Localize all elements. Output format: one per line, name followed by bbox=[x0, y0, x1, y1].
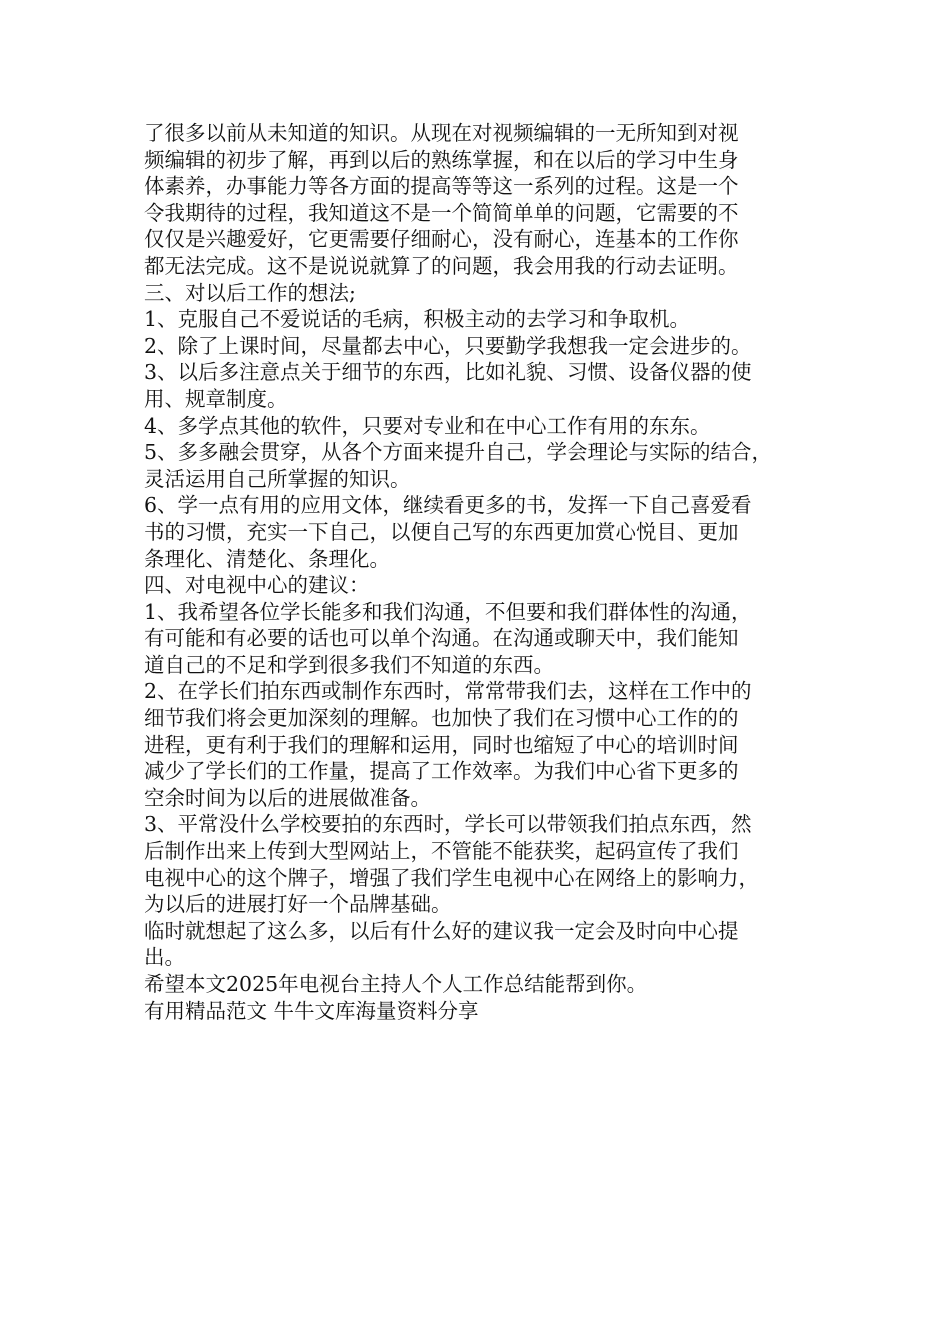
text-line: 体素养，办事能力等各方面的提高等等这一系列的过程。这是一个 bbox=[144, 174, 739, 199]
list-item: 1、我希望各位学长能多和我们沟通，不但要和我们群体性的沟通， bbox=[144, 599, 752, 624]
list-item: 4、多学点其他的软件，只要对专业和在中心工作有用的东东。 bbox=[144, 413, 711, 438]
text-line: 电视中心的这个牌子，增强了我们学生电视中心在网络上的影响力， bbox=[144, 865, 759, 890]
text-line: 灵活运用自己所掌握的知识。 bbox=[144, 466, 411, 491]
text-line: 临时就想起了这么多，以后有什么好的建议我一定会及时向中心提 bbox=[144, 918, 739, 943]
list-item: 2、在学长们拍东西或制作东西时，常常带我们去，这样在工作中的 bbox=[144, 679, 752, 704]
text-line: 出。 bbox=[144, 945, 185, 970]
text-line: 后制作出来上传到大型网站上，不管能不能获奖，起码宣传了我们 bbox=[144, 839, 739, 864]
text-line: 令我期待的过程，我知道这不是一个简简单单的问题，它需要的不 bbox=[144, 200, 739, 225]
text-line: 道自己的不足和学到很多我们不知道的东西。 bbox=[144, 652, 554, 677]
list-item: 6、学一点有用的应用文体，继续看更多的书，发挥一下自己喜爱看 bbox=[144, 493, 752, 518]
footer-note: 有用精品范文 牛牛文库海量资料分享 bbox=[144, 998, 479, 1023]
list-item: 3、以后多注意点关于细节的东西，比如礼貌、习惯、设备仪器的使 bbox=[144, 360, 752, 385]
list-item: 1、克服自己不爱说话的毛病，积极主动的去学习和争取机。 bbox=[144, 307, 691, 332]
text-line: 了很多以前从未知道的知识。从现在对视频编辑的一无所知到对视 bbox=[144, 121, 739, 145]
text-line: 仅仅是兴趣爱好，它更需要仔细耐心，没有耐心，连基本的工作你 bbox=[144, 227, 739, 252]
closing-line: 希望本文2025年电视台主持人个人工作总结能帮到你。 bbox=[144, 972, 648, 996]
section-heading: 四、对电视中心的建议： bbox=[144, 573, 370, 598]
section-heading: 三、对以后工作的想法; bbox=[144, 280, 356, 305]
document-body bbox=[144, 120, 824, 1024]
text-line: 为以后的进展打好一个品牌基础。 bbox=[144, 892, 452, 917]
list-item: 5、多多融会贯穿，从各个方面来提升自己，学会理论与实际的结合， bbox=[144, 440, 773, 465]
list-item: 2、除了上课时间，尽量都去中心，只要勤学我想我一定会进步的。 bbox=[144, 333, 752, 358]
text-line: 书的习惯，充实一下自己，以便自己写的东西更加赏心悦目、更加 bbox=[144, 519, 739, 544]
text-line: 空余时间为以后的进展做准备。 bbox=[144, 785, 431, 810]
list-item: 3、平常没什么学校要拍的东西时，学长可以带领我们拍点东西，然 bbox=[144, 812, 752, 837]
text-line: 细节我们将会更加深刻的理解。也加快了我们在习惯中心工作的的 bbox=[144, 706, 739, 731]
text-line: 都无法完成。这不是说说就算了的问题，我会用我的行动去证明。 bbox=[144, 253, 739, 278]
text-line: 用、规章制度。 bbox=[144, 386, 288, 411]
text-line: 减少了学长们的工作量，提高了工作效率。为我们中心省下更多的 bbox=[144, 759, 739, 784]
text-line: 有可能和有必要的话也可以单个沟通。在沟通或聊天中，我们能知 bbox=[144, 626, 739, 651]
text-line: 频编辑的初步了解，再到以后的熟练掌握，和在以后的学习中生身 bbox=[144, 147, 739, 172]
text-line: 进程，更有利于我们的理解和运用，同时也缩短了中心的培训时间 bbox=[144, 732, 739, 757]
text-line: 条理化、清楚化、条理化。 bbox=[144, 546, 390, 571]
